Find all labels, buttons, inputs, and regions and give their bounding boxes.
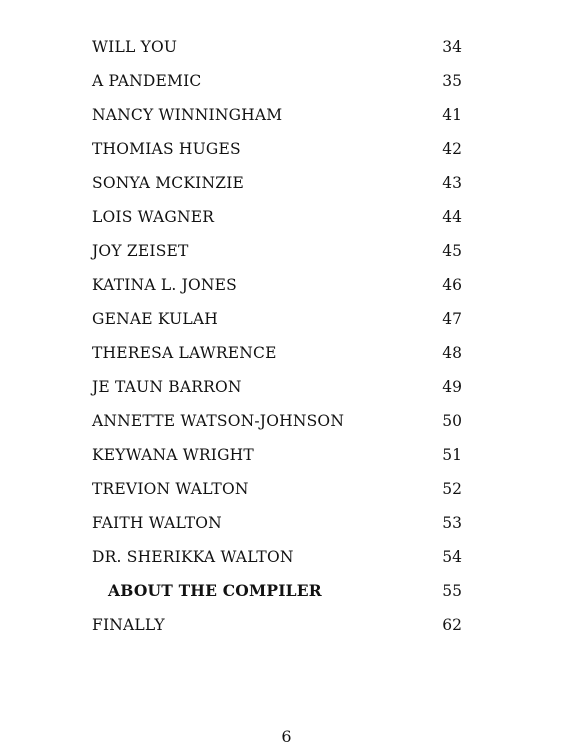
- toc-entry-page: 34: [442, 38, 462, 56]
- toc-entry-title: FINALLY: [92, 616, 165, 634]
- toc-entry-will-you: [92, 36, 464, 70]
- toc-entry-title: A PANDEMIC: [92, 72, 202, 90]
- toc-entry-finally: [92, 614, 464, 648]
- toc-entry-genae-kulah: [92, 308, 464, 342]
- toc-entry-theresa-lawrence: [92, 342, 464, 376]
- toc-entry-page: 49: [442, 378, 462, 396]
- toc-entry-lois-wagner: [92, 206, 464, 240]
- toc-entry-title: THOMIAS HUGES: [92, 140, 241, 158]
- toc-entry-sonya-mckinzie: [92, 172, 464, 206]
- toc-entry-title: THERESA LAWRENCE: [92, 344, 277, 362]
- toc-entry-title: KATINA L. JONES: [92, 276, 238, 294]
- toc-entry-title: JE TAUN BARRON: [92, 378, 242, 396]
- toc-entry-page: 45: [442, 242, 462, 260]
- toc-entry-thomias-huges: [92, 138, 464, 172]
- toc-entry-title: FAITH WALTON: [92, 514, 222, 532]
- page-number: 6: [281, 727, 292, 746]
- toc-entry-about-the-compiler: [92, 580, 464, 614]
- toc-entry-a-pandemic: [92, 70, 464, 104]
- toc-entry-title: SONYA MCKINZIE: [92, 174, 245, 192]
- table-of-contents: [92, 36, 464, 648]
- toc-entry-keywana-wright: [92, 444, 464, 478]
- toc-entry-page: 44: [442, 208, 462, 226]
- toc-entry-joy-zeiset: [92, 240, 464, 274]
- toc-entry-page: 42: [442, 140, 462, 158]
- toc-entry-nancy-winningham: [92, 104, 464, 138]
- toc-entry-page: 43: [442, 174, 462, 192]
- toc-entry-page: 41: [442, 106, 462, 124]
- toc-entry-title: DR. SHERIKKA WALTON: [92, 548, 294, 566]
- toc-entry-dr-sherikka-walton: [92, 546, 464, 580]
- toc-entry-page: 50: [442, 412, 462, 430]
- toc-entry-page: 55: [442, 582, 462, 600]
- toc-entry-page: 62: [442, 616, 462, 634]
- toc-entry-page: 35: [442, 72, 462, 90]
- toc-entry-page: 53: [442, 514, 462, 532]
- toc-entry-title: LOIS WAGNER: [92, 208, 215, 226]
- toc-entry-page: 47: [442, 310, 462, 328]
- toc-entry-faith-walton: [92, 512, 464, 546]
- toc-entry-title: NANCY WINNINGHAM: [92, 106, 283, 124]
- toc-entry-title: JOY ZEISET: [92, 242, 189, 260]
- toc-entry-page: 52: [442, 480, 462, 498]
- toc-entry-katina-l-jones: [92, 274, 464, 308]
- toc-entry-page: 48: [442, 344, 462, 362]
- toc-entry-title: ABOUT THE COMPILER: [108, 581, 322, 600]
- toc-entry-page: 46: [442, 276, 462, 294]
- toc-entry-page: 54: [442, 548, 462, 566]
- toc-entry-title: KEYWANA WRIGHT: [92, 446, 254, 464]
- toc-entry-title: WILL YOU: [92, 38, 178, 56]
- toc-entry-trevion-walton: [92, 478, 464, 512]
- toc-entry-title: GENAE KULAH: [92, 310, 218, 328]
- toc-entry-title: TREVION WALTON: [92, 480, 249, 498]
- toc-entry-annette-watson-johnson: [92, 410, 464, 444]
- toc-entry-title: ANNETTE WATSON-JOHNSON: [92, 412, 345, 430]
- toc-entry-page: 51: [442, 446, 462, 464]
- toc-entry-je-taun-barron: [92, 376, 464, 410]
